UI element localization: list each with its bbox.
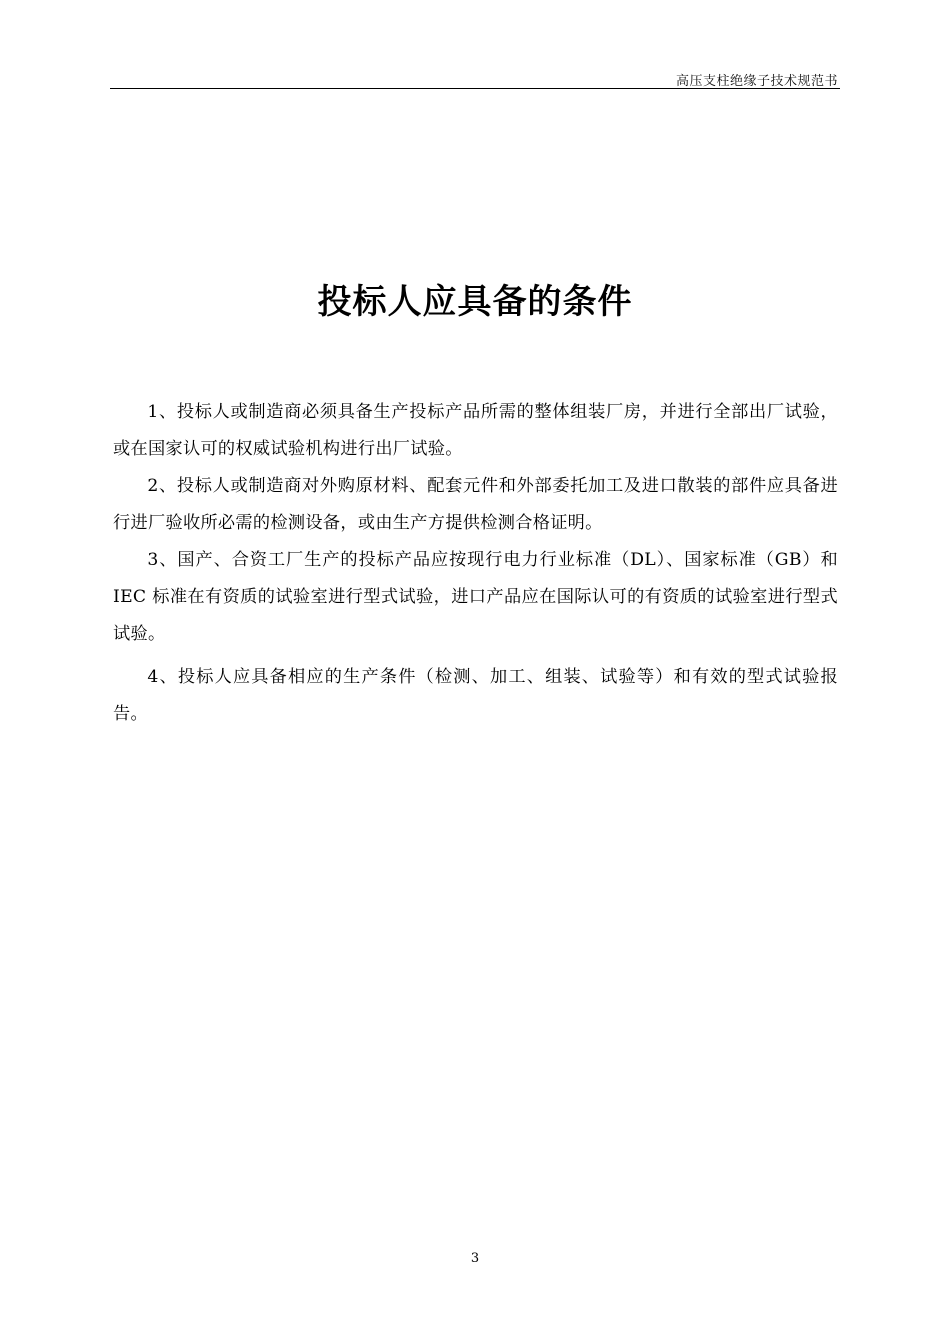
- running-header: 高压支柱绝缘子技术规范书: [675, 74, 838, 89]
- document-body: [113, 394, 838, 733]
- page-number: 3: [470, 1251, 480, 1266]
- paragraph-4: 4、投标人应具备相应的生产条件（检测、加工、组装、试验等）和有效的型式试验报告。: [113, 667, 838, 724]
- paragraph-3: 3、国产、合资工厂生产的投标产品应按现行电力行业标准（DL）、国家标准（GB）和 IEC 标准在有资质的试验室进行型式试验，进口产品应在国际认可的有资质的试验室进行型式试验。: [113, 550, 838, 644]
- paragraph-1: 1、投标人或制造商必须具备生产投标产品所需的整体组装厂房，并进行全部出厂试验，或在国家认可的权威试验机构进行出厂试验。: [113, 402, 838, 459]
- header-rule: [110, 88, 840, 89]
- paragraph-2: 2、投标人或制造商对外购原材料、配套元件和外部委托加工及进口散装的部件应具备进行进厂验收所必需的检测设备，或由生产方提供检测合格证明。: [113, 476, 838, 533]
- page-title: 投标人应具备的条件: [317, 282, 633, 322]
